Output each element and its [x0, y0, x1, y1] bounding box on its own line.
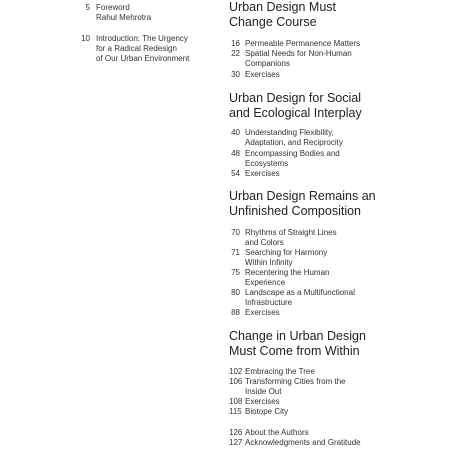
toc-entry-text: Embracing the Tree — [245, 367, 315, 376]
toc-entry-text: Experience — [245, 278, 286, 287]
toc-entry-text: Companions — [245, 59, 290, 68]
toc-entry-text: Spatial Needs for Non-Human — [245, 49, 352, 58]
toc-entry-text: Exercises — [245, 70, 280, 79]
toc-entry-text: Ecosystems — [245, 159, 289, 168]
toc-entry-text: Introduction: The Urgency — [96, 34, 188, 43]
toc-entry[interactable] — [229, 367, 444, 377]
toc-page-number: 75 — [231, 268, 240, 277]
toc-page-number: 5 — [85, 3, 90, 12]
toc-entry-text: Foreword — [96, 3, 130, 12]
toc-entry[interactable] — [229, 169, 444, 179]
toc-page-number: 48 — [231, 149, 240, 158]
toc-page-number: 70 — [231, 228, 240, 237]
toc-entry-text: Acknowledgments and Gratitude — [245, 438, 361, 447]
toc-entry-text: About the Authors — [245, 428, 309, 437]
toc-entry[interactable] — [229, 377, 444, 397]
toc-page-number: 16 — [231, 39, 240, 48]
toc-page-number: 54 — [231, 169, 240, 178]
toc-entry-text: Rahul Mehrotra — [96, 13, 152, 22]
toc-entry-text: Transforming Cities from the — [245, 377, 346, 386]
toc-page-number: 127 — [229, 438, 243, 447]
toc-entry[interactable] — [229, 149, 444, 169]
toc-entry-text: Searching for Harmony — [245, 248, 328, 257]
chapter-title: Change in Urban Design — [229, 329, 366, 343]
toc-entry-acknowledgments[interactable] — [229, 438, 444, 448]
toc-entry-text: Infrastructure — [245, 298, 293, 307]
toc-entry-text: Exercises — [245, 397, 280, 406]
toc-entry-text: and Colors — [245, 238, 284, 247]
chapter-title: and Ecological Interplay — [229, 106, 362, 120]
toc-page-number: 71 — [231, 248, 240, 257]
toc-entry[interactable] — [229, 288, 444, 308]
toc-entry-text: Inside Out — [245, 387, 282, 396]
toc-page-number: 115 — [229, 407, 242, 416]
toc-entry-text: Permeable Permanence Matters — [245, 39, 361, 48]
toc-entry-text: Encompassing Bodies and — [245, 149, 340, 158]
chapter-title: Urban Design Must — [229, 0, 336, 14]
toc-entry[interactable] — [229, 248, 444, 268]
chapter-title: Change Course — [229, 15, 317, 29]
toc-page-number: 22 — [231, 49, 240, 58]
chapter-section — [229, 329, 444, 359]
toc-page-number: 102 — [229, 367, 243, 376]
chapter-title: Must Come from Within — [229, 344, 360, 358]
toc-entry[interactable] — [229, 228, 444, 248]
chapter-title: Unfinished Composition — [229, 204, 362, 218]
toc-page-number: 126 — [229, 428, 243, 437]
toc-entry-text: Landscape as a Multifunctional — [245, 288, 355, 297]
chapter-section — [229, 189, 444, 219]
chapter-title: Urban Design Remains an — [229, 189, 376, 203]
toc-entry-text: Exercises — [245, 169, 280, 178]
toc-entry[interactable] — [229, 70, 444, 80]
toc-entry[interactable] — [229, 268, 444, 288]
toc-page-number: 40 — [231, 128, 240, 137]
toc-page-number: 106 — [229, 377, 243, 386]
toc-page-number: 108 — [229, 397, 243, 406]
toc-entry-introduction[interactable] — [78, 34, 218, 64]
toc-entry-text: Recentering the Human — [245, 268, 330, 277]
toc-entry-text: Exercises — [245, 308, 280, 317]
toc-entry-about-authors[interactable] — [229, 428, 444, 438]
toc-entry[interactable] — [229, 397, 444, 407]
toc-entry[interactable] — [229, 39, 444, 49]
toc-entry-text: Adaptation, and Reciprocity — [245, 138, 343, 147]
toc-entry-text: Rhythms of Straight Lines — [245, 228, 337, 237]
toc-entry-text: Within Infinity — [245, 258, 293, 267]
toc-entry[interactable] — [229, 407, 444, 417]
toc-page-number: 10 — [81, 34, 90, 43]
toc-entry-text: Understanding Flexibility, — [245, 128, 334, 137]
toc-entry-foreword[interactable] — [78, 3, 218, 23]
toc-page-number: 88 — [231, 308, 240, 317]
toc-entry-text: for a Radical Redesign — [96, 44, 177, 53]
toc-page-number: 80 — [231, 288, 240, 297]
toc-entry[interactable] — [229, 128, 444, 148]
toc-entry[interactable] — [229, 308, 444, 318]
toc-entry-text: of Our Urban Environment — [96, 54, 190, 63]
chapter-section — [229, 0, 444, 30]
chapter-section — [229, 91, 444, 121]
toc-entry[interactable] — [229, 49, 444, 69]
toc-entry-text: Biotope City — [245, 407, 289, 416]
toc-page-number: 30 — [231, 70, 240, 79]
chapter-title: Urban Design for Social — [229, 91, 362, 105]
